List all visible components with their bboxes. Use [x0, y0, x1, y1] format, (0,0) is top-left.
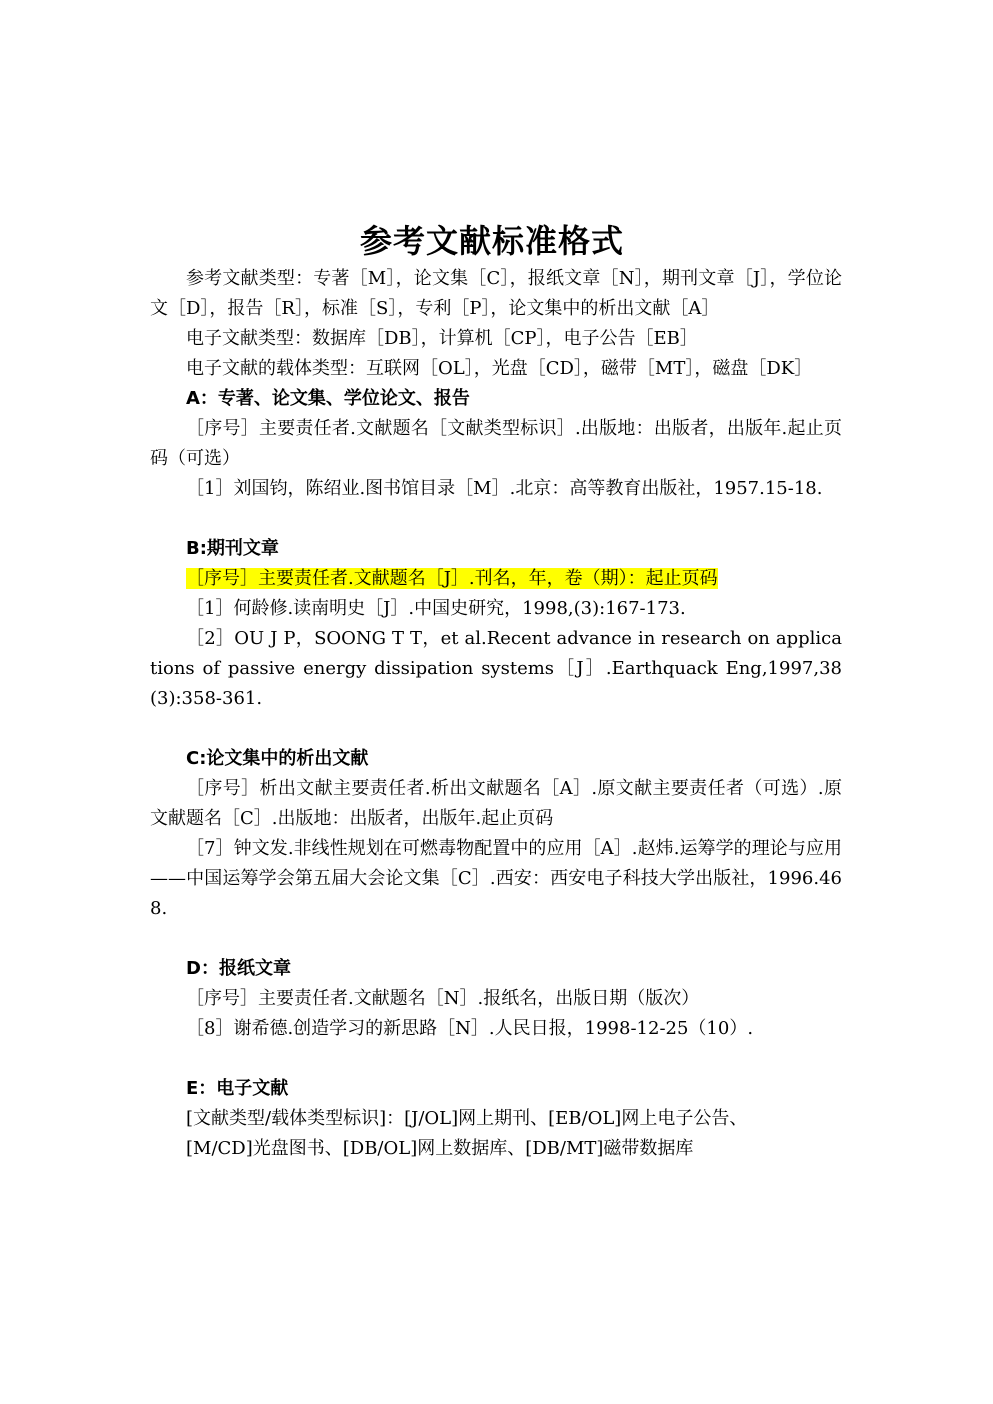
section-e-heading: E：电子文献: [186, 1078, 289, 1099]
highlighted-format: ［序号］主要责任者.文献题名［J］.刊名，年，卷（期）：起止页码: [186, 568, 718, 589]
section-a-format: ［序号］主要责任者.文献题名［文献类型标识］.出版地：出版者，出版年.起止页码（可选）: [150, 418, 842, 469]
section-a-example-1: ［1］刘国钧，陈绍业.图书馆目录［M］.北京：高等教育出版社，1957.15-18.: [186, 478, 823, 499]
spacer: [150, 1044, 842, 1074]
section-d-heading: D：报纸文章: [186, 958, 291, 979]
section-e-format-line-2: [M/CD]光盘图书、[DB/OL]网上数据库、[DB/MT]磁带数据库: [186, 1138, 694, 1159]
section-c-example-1: ［7］钟文发.非线性规划在可燃毒物配置中的应用［A］.赵炜.运筹学的理论与应用——中国运筹学会第五届大会论文集［C］.西安：西安电子科技大学出版社，1996.468.: [150, 838, 842, 919]
section-b-heading: B:期刊文章: [186, 538, 279, 559]
page-title: 参考文献标准格式: [359, 222, 624, 260]
section-d-example-1: ［8］谢希德.创造学习的新思路［N］.人民日报，1998-12-25（10）.: [186, 1018, 754, 1039]
section-c-heading: C:论文集中的析出文献: [186, 748, 369, 769]
section-c-format: ［序号］析出文献主要责任者.析出文献题名［A］.原文献主要责任者（可选）.原文献题名［C］.出版地：出版者，出版年.起止页码: [150, 778, 842, 829]
section-e-format-line-1: [文献类型/载体类型标识]：[J/OL]网上期刊、[EB/OL]网上电子公告、: [186, 1108, 748, 1129]
document-body: [150, 218, 842, 1164]
section-b-format: [150, 564, 842, 594]
carrier-types: 电子文献的载体类型：互联网［OL］，光盘［CD］，磁带［MT］，磁盘［DK］: [186, 358, 813, 379]
spacer: [150, 714, 842, 744]
section-b-example-2: ［2］OU J P，SOONG T T，et al.Recent advance in research on applications of passive energy dissipation systems［J］.Earthquack Eng,1997,38(3):358-361.: [150, 628, 842, 709]
spacer: [150, 924, 842, 954]
section-a-heading: A：专著、论文集、学位论文、报告: [186, 388, 470, 409]
section-d-format: ［序号］主要责任者.文献题名［N］.报纸名，出版日期（版次）: [186, 988, 700, 1009]
spacer: [150, 504, 842, 534]
electronic-reference-types: 电子文献类型：数据库［DB］，计算机［CP］，电子公告［EB］: [186, 328, 698, 349]
section-b-example-1: ［1］何龄修.读南明史［J］.中国史研究，1998,(3):167-173.: [186, 598, 686, 619]
reference-types: 参考文献类型：专著［M］，论文集［C］，报纸文章［N］，期刊文章［J］，学位论文［D］，报告［R］，标准［S］，专利［P］，论文集中的析出文献［A］: [150, 268, 842, 319]
